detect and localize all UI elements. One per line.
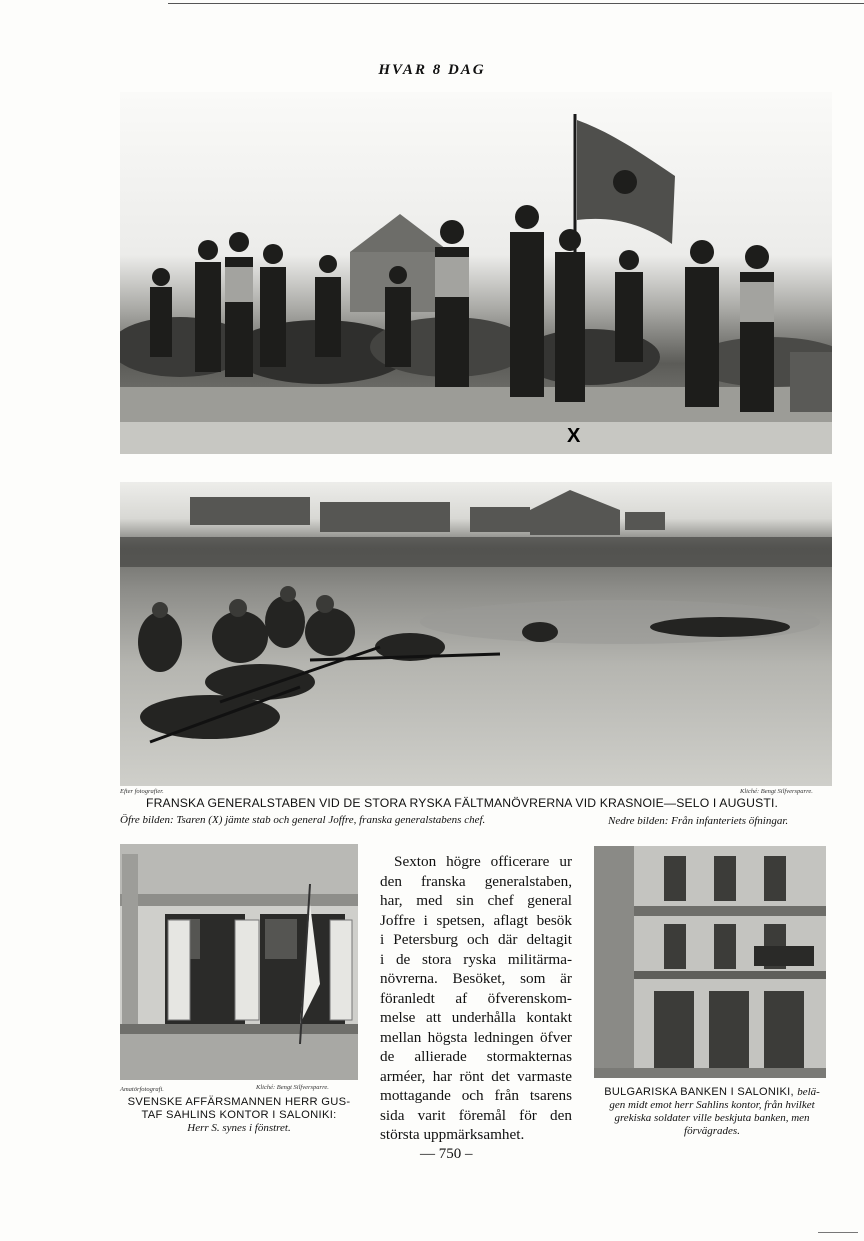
left-photo-caption (116, 1096, 362, 1135)
article-line: növrerna. Besöket, som är (380, 970, 572, 987)
article-line: i Petersburg och där deltagit (380, 931, 572, 948)
article-line: Joffre i spetsen, aflagt besök (380, 911, 572, 929)
article-line: mottagande och från tsarens (380, 1087, 572, 1104)
left-caption-line-2: TAF SAHLINS KONTOR I SALONIKI: (141, 1109, 337, 1121)
article-body (380, 852, 572, 1145)
right-caption-line-1: belä- (797, 1086, 820, 1098)
article-line: största uppmärksamhet. (380, 1126, 525, 1143)
right-caption-caps: BULGARISKA BANKEN I SALONIKI, (604, 1086, 794, 1098)
photo-credit-left: Efter fotografier. (120, 788, 164, 795)
article-line: den franska generalstaben, (380, 872, 572, 890)
photo-sahlin-office (120, 844, 358, 1080)
article-line: sida varit föremål för den (380, 1106, 572, 1124)
running-title: HVAR 8 DAG (378, 62, 486, 78)
bottom-rule (818, 1232, 858, 1233)
article-line: arméer, har rönt det varmaste (380, 1067, 572, 1085)
photo-infantry-exercise (120, 482, 832, 786)
right-caption-line-2: gen midt emot herr Sahlins kontor, från hvilket (609, 1099, 815, 1111)
page-number: — 750 – (420, 1146, 473, 1162)
left-caption-italic: Herr S. synes i fönstret. (187, 1122, 291, 1134)
article-line: föranledt af öfverenskom- (380, 989, 572, 1007)
photo-tsar-and-staff (120, 92, 832, 454)
main-caption-title: FRANSKA GENERALSTABEN VID DE STORA RYSKA FÄLTMANÖVRERNA VID KRASNOIE—SELO I AUGUSTI. (146, 796, 779, 810)
right-caption-line-4: förvägrades. (684, 1125, 740, 1137)
article-line: Sexton högre officerare ur (394, 853, 572, 870)
article-line: har, med sin chef general (380, 892, 572, 909)
article-line: de allierade stormakternas (380, 1048, 572, 1065)
left-caption-line-1: SVENSKE AFFÄRSMANNEN HERR GUS- (127, 1096, 351, 1108)
right-photo-caption (590, 1086, 834, 1138)
right-caption-line-3: grekiska soldater ville beskjuta banken, men (614, 1112, 810, 1124)
article-line: melse att underhålla kontakt (380, 1009, 572, 1026)
photo-bulgarian-bank (594, 846, 826, 1078)
top-rule (168, 3, 864, 4)
left-photo-credit-left: Amatörfotografi. (120, 1086, 164, 1093)
left-photo-credit-right: Kliché: Bengt Silfversparre. (256, 1084, 329, 1091)
main-caption-lower: Nedre bilden: Från infanteriets öfningar. (608, 815, 789, 827)
photo-credit-right: Kliché: Bengt Silfversparre. (740, 788, 813, 795)
article-line: i de stora ryska militärma- (380, 950, 572, 968)
article-line: mellan högsta ledningen öfver (380, 1028, 572, 1046)
tsar-mark: X (567, 425, 581, 447)
main-caption-upper: Öfre bilden: Tsaren (X) jämte stab och general Joffre, franska generalstabens chef. (120, 814, 486, 826)
